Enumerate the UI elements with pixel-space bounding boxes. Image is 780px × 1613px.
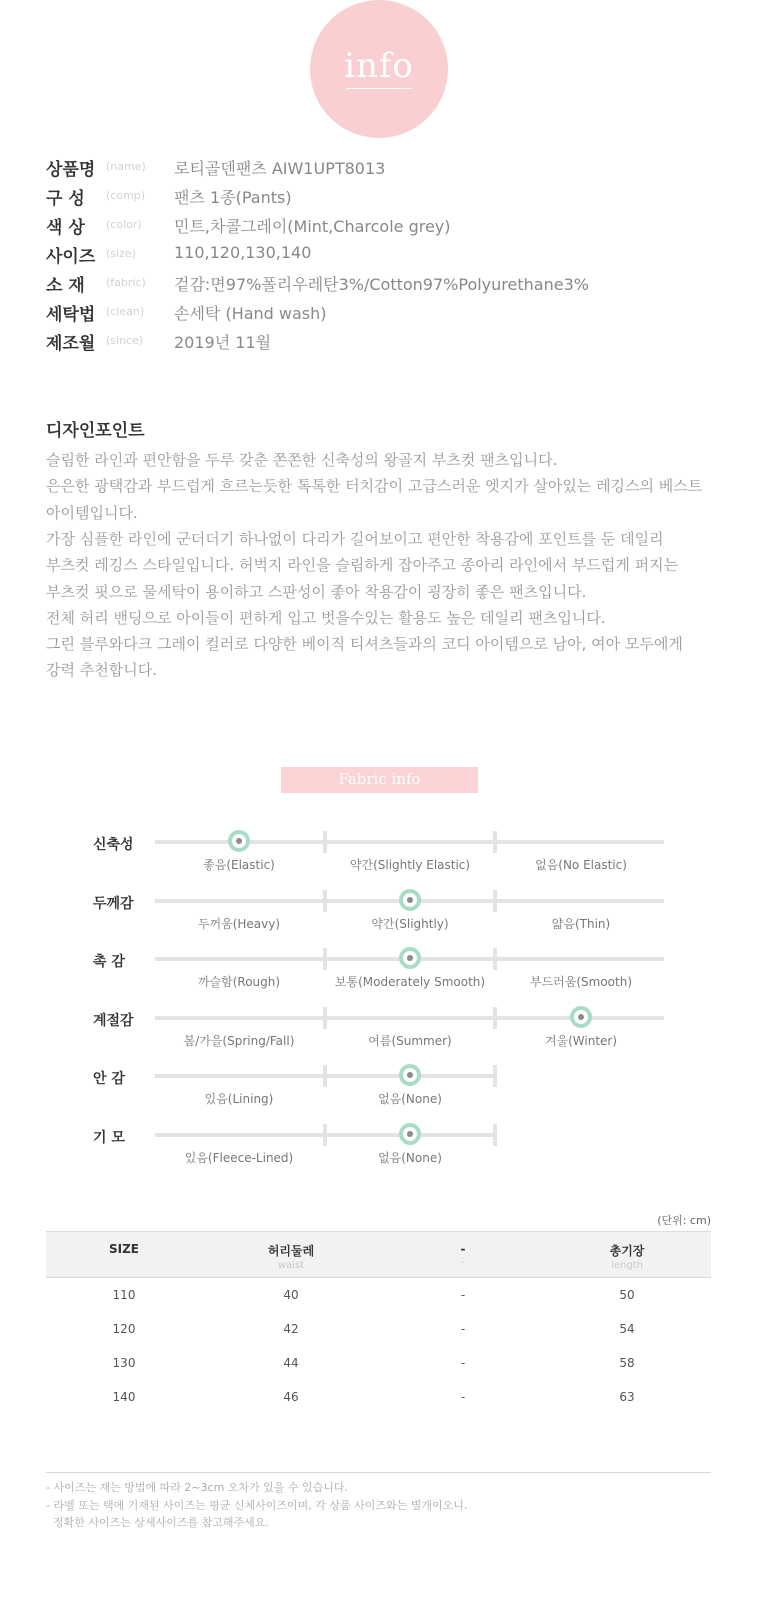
detail-sublabel: (color) (106, 218, 142, 231)
fabric-row-label: 신축성 (93, 837, 134, 853)
detail-value: 2019년 11월 (174, 333, 272, 352)
fabric-track-tick (323, 831, 327, 853)
fabric-track-tick (323, 948, 327, 970)
detail-row (46, 300, 746, 326)
table-cell: 140 (112, 1390, 136, 1404)
fabric-option: 없음(No Elastic) (535, 858, 627, 872)
detail-row (46, 242, 746, 268)
fabric-track-tick (493, 948, 497, 970)
table-header-sublabel: waist (277, 1260, 305, 1271)
design-line: 가장 심플한 라인에 군더더기 하나없이 다리가 길어보이고 편안한 착용감에 포인트를 둔 데일리 (46, 529, 664, 548)
fabric-row-label: 기 모 (93, 1129, 125, 1146)
fabric-option: 좋음(Elastic) (203, 858, 275, 872)
fabric-option: 겨울(Winter) (544, 1033, 618, 1048)
detail-sublabel: (name) (106, 160, 146, 173)
fabric-option: 없음(None) (378, 1150, 442, 1165)
fabric-row-label: 안 감 (93, 1071, 125, 1087)
fabric-selected-marker (228, 830, 250, 852)
fabric-track-tick (493, 890, 497, 912)
fabric-row-label: 두께감 (93, 895, 134, 912)
fabric-row-label: 계절감 (93, 1012, 134, 1029)
fabric-info-title: Fabric info (338, 770, 421, 788)
table-cell: 44 (283, 1356, 299, 1370)
table-header-cell (547, 1242, 707, 1271)
table-cell: 42 (283, 1322, 299, 1336)
design-line: 아이템입니다. (46, 503, 138, 522)
fabric-row (0, 954, 780, 1007)
detail-row (46, 329, 746, 355)
fabric-row (0, 1129, 780, 1183)
design-line: 은은한 광택감과 부드럽게 흐르는듯한 톡톡한 터치감이 고급스러운 엣지가 살아있는 레깅스의 베스트 (46, 477, 703, 496)
detail-value: 110,120,130,140 (174, 243, 312, 262)
size-note: - 사이즈는 재는 방법에 따라 2~3cm 오차가 있을 수 있습니다. (46, 1481, 349, 1494)
fabric-row-label: 촉 감 (93, 954, 125, 970)
fabric-selected-marker (399, 1064, 421, 1086)
detail-value: 로티골덴팬츠 AIW1UPT8013 (174, 159, 386, 178)
table-cell: - (460, 1356, 466, 1370)
table-header-sublabel: - (461, 1257, 465, 1268)
detail-sublabel: (size) (106, 247, 136, 260)
fabric-track-tick (493, 831, 497, 853)
table-header-cell (211, 1242, 371, 1271)
fabric-selected-marker (399, 947, 421, 969)
detail-label: 소 재 (46, 276, 85, 296)
fabric-track-tick (493, 1007, 497, 1029)
design-point-title: 디자인포인트 (46, 421, 145, 441)
size-table-divider (46, 1472, 711, 1473)
fabric-track-tick (323, 890, 327, 912)
table-header-label: SIZE (108, 1242, 139, 1256)
table-cell: - (460, 1390, 466, 1404)
fabric-option: 봄/가을(Spring/Fall) (183, 1033, 295, 1048)
detail-sublabel: (clean) (106, 305, 145, 318)
detail-label: 구 성 (46, 189, 85, 209)
fabric-option: 없음(None) (378, 1092, 442, 1106)
fabric-track-tick (323, 1007, 327, 1029)
fabric-selected-marker (570, 1006, 592, 1028)
detail-label: 상품명 (46, 160, 96, 180)
table-cell: 58 (619, 1356, 635, 1370)
fabric-track-tick (493, 1124, 497, 1146)
table-header-cell (44, 1242, 204, 1257)
detail-row (46, 213, 746, 239)
detail-sublabel: (since) (106, 334, 144, 347)
table-header-label: 허리둘레 (267, 1244, 315, 1258)
detail-value: 손세탁 (Hand wash) (174, 304, 327, 323)
table-cell: - (460, 1288, 466, 1302)
detail-row (46, 184, 746, 210)
table-cell: 120 (112, 1322, 136, 1336)
detail-row (46, 271, 746, 297)
table-header-label: - (460, 1242, 466, 1256)
size-note: 정확한 사이즈는 상세사이즈를 참고해주세요. (46, 1516, 269, 1529)
table-cell: 110 (112, 1288, 136, 1302)
design-line: 그린 블루와다크 그레이 컬러로 다양한 베이직 티셔츠들과의 코디 아이템으로 남아, 여아 모두에게 (46, 635, 683, 654)
table-cell: 50 (619, 1288, 635, 1302)
detail-label: 세탁법 (46, 305, 96, 325)
size-unit-label: (단위: cm) (657, 1214, 711, 1227)
detail-row (46, 155, 746, 181)
info-badge-underline (346, 88, 412, 89)
fabric-option: 보통(Moderately Smooth) (334, 975, 486, 989)
fabric-option: 까슬함(Rough) (197, 975, 281, 989)
detail-value: 민트,차콜그레이(Mint,Charcole grey) (174, 217, 451, 236)
detail-label: 사이즈 (46, 247, 96, 267)
table-header-cell (383, 1242, 543, 1268)
table-cell: 130 (112, 1356, 136, 1370)
detail-value: 겉감:면97%폴리우레탄3%/Cotton97%Polyurethane3% (174, 275, 589, 294)
fabric-track-tick (323, 1065, 327, 1087)
size-note: - 라벨 또는 택에 기재된 사이즈는 평균 신체사이즈이며, 각 상품 사이즈와는 별개이오니. (46, 1498, 468, 1512)
table-cell: - (460, 1322, 466, 1336)
table-header-sublabel: length (611, 1260, 643, 1271)
design-line: 슬림한 라인과 편안함을 두루 갖춘 쫀쫀한 신축성의 왕골지 부츠컷 팬츠입니다. (46, 451, 558, 469)
fabric-option: 부드러움(Smooth) (529, 975, 633, 989)
design-line: 부츠컷 핏으로 물세탁이 용이하고 스판성이 좋아 착용감이 굉장히 좋은 팬츠입니다. (46, 582, 587, 601)
detail-sublabel: (comp) (106, 189, 146, 202)
fabric-option: 여름(Summer) (368, 1033, 452, 1048)
fabric-option: 두꺼움(Heavy) (197, 916, 281, 931)
fabric-row (0, 1071, 780, 1124)
table-cell: 54 (619, 1322, 635, 1336)
fabric-option: 약간(Slightly Elastic) (349, 858, 471, 872)
size-table-header (46, 1231, 711, 1278)
design-line: 부츠컷 레깅스 스타일입니다. 허벅지 라인을 슬림하게 잡아주고 종아리 라인에서 부드럽게 퍼지는 (46, 556, 679, 575)
fabric-selected-marker (399, 1123, 421, 1145)
fabric-track-tick (493, 1065, 497, 1087)
fabric-row (0, 837, 780, 890)
design-line: 강력 추천합니다. (46, 661, 157, 680)
design-line: 전체 허리 밴딩으로 아이들이 편하게 입고 벗을수있는 활용도 높은 데일리 팬츠입니다. (46, 608, 606, 627)
fabric-option: 얇음(Thin) (551, 916, 611, 931)
fabric-row (0, 895, 780, 949)
detail-label: 색 상 (46, 218, 85, 238)
table-cell: 46 (283, 1390, 299, 1404)
table-cell: 63 (619, 1390, 635, 1404)
detail-sublabel: (fabric) (106, 276, 146, 289)
fabric-option: 약간(Slightly) (371, 916, 449, 931)
detail-label: 제조월 (46, 334, 96, 354)
fabric-selected-marker (399, 889, 421, 911)
fabric-option: 있음(Fleece-Lined) (184, 1150, 294, 1165)
table-cell: 40 (283, 1288, 299, 1302)
fabric-row (0, 1012, 780, 1066)
detail-value: 팬츠 1종(Pants) (174, 188, 292, 207)
fabric-option: 있음(Lining) (204, 1092, 274, 1106)
info-badge-text: info (344, 46, 414, 86)
fabric-track-tick (323, 1124, 327, 1146)
table-header-label: 총기장 (609, 1244, 645, 1258)
